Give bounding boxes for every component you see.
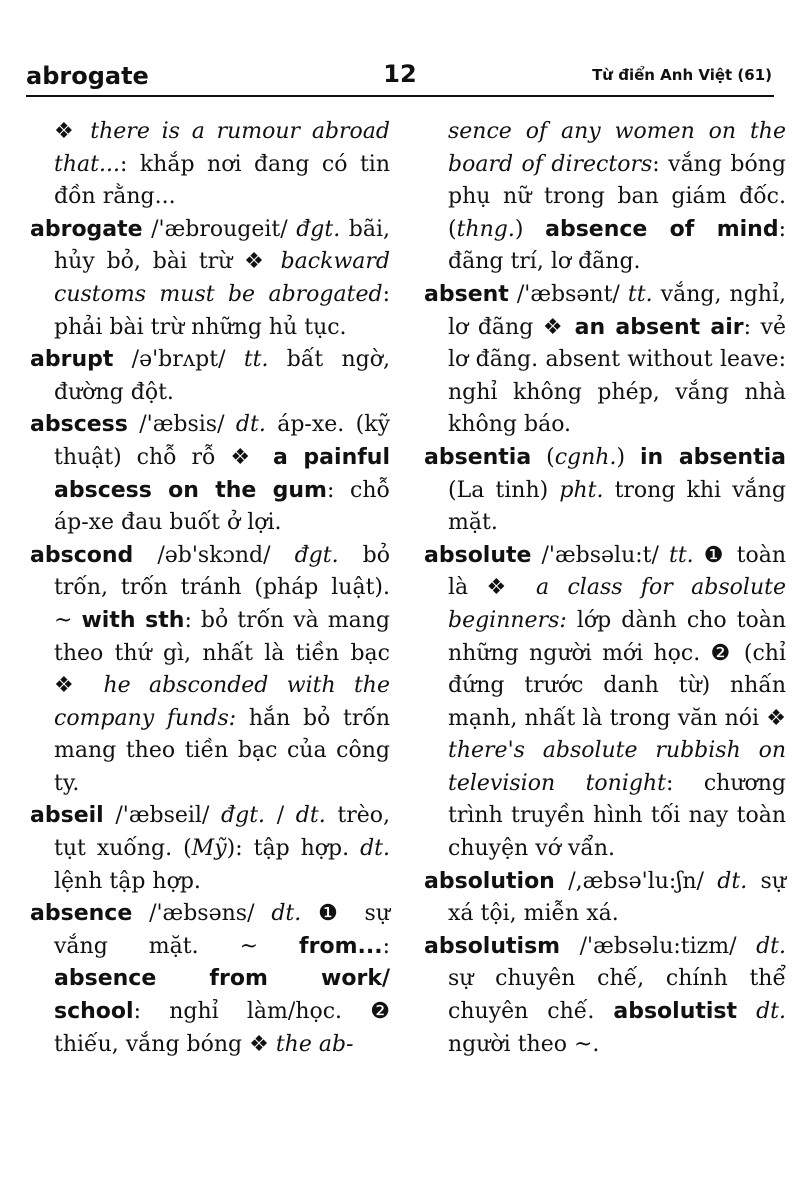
headword: absolution [424,868,555,894]
headword: absolute [424,542,532,568]
entry-abseil: abseil /'æbseil/ đgt. / dt. trèo, tụt xuống. (Mỹ): tập hợp. dt. lệnh tập hợp. [30,803,391,894]
headword: abscess [30,412,128,438]
header-rule [26,95,774,97]
headword: absentia [424,444,532,470]
entry-continuation: sence of any women on the board of directors: vắng bóng phụ nữ trong ban giám đốc. (thng.) absence of mind: đãng trí, lơ đãng. [448,119,786,275]
entry-abscond: abscond /əb'skɔnd/ đgt. bỏ trốn, trốn tránh (pháp luật). ~ with sth: bỏ trốn và mang theo thứ gì, nhất là tiền bạc ❖ he absconded with the company funds: hắn bỏ trốn mang theo tiền bạc của công ty. [30,542,391,796]
entry-abscess: abscess /'æbsis/ dt. áp-xe. (kỹ thuật) chỗ rỗ ❖ a painful abscess on the gum: chỗ áp-xe đau buốt ở lợi. [30,412,391,536]
entry-absolute: absolute /'æbsəlu:t/ tt. ❶ toàn là ❖ a class for absolute beginners: lớp dành cho toàn những người mới học. ❷ (chỉ đứng trước danh từ) nhấn mạnh, nhất là trong văn nói ❖ there's absolute rubbish on television tonight: chương trình truyền hình tối nay toàn chuyện vớ vẩn. [424,542,786,862]
left-column [30,116,390,1061]
entry-absolution: absolution /,æbsə'lu:ʃn/ dt. sự xá tội, miễn xá. [424,868,787,927]
entry-absolutism: absolutism /'æbsəlu:tizm/ dt. sự chuyên chế, chính thể chuyên chế. absolutist dt. người theo ~. [424,933,786,1057]
page-number: 12 [383,60,417,88]
entry-abrogate: abrogate /'æbrougeit/ đgt. bãi, hủy bỏ, bài trừ ❖ backward customs must be abrogated: phải bài trừ những hủ tục. [30,216,390,340]
right-column [424,116,786,1061]
entry-absent: absent /'æbsənt/ tt. vắng, nghỉ, lơ đãng ❖ an absent air: vẻ lơ đãng. absent without leave: nghỉ không phép, vắng nhà không báo. [424,281,786,438]
entry-abrupt: abrupt /ə'brʌpt/ tt. bất ngờ, đường đột. [30,347,390,405]
entry-absentia: absentia (cgnh.) in absentia (La tinh) pht. trong khi vắng mặt. [424,444,787,536]
headword: absent [424,281,509,307]
headword: abrupt [30,347,114,373]
headword: abrogate [30,216,143,242]
entry-absence: absence /'æbsəns/ dt. ❶ sự vắng mặt. ~ from...: absence from work/ school: nghỉ làm/học. ❷ thiếu, vắng bóng ❖ the ab- [30,901,391,1057]
entry-continuation: ❖ there is a rumour abroad that...: khắp nơi đang có tin đồn rằng... [54,119,391,210]
guide-word: abrogate [26,62,149,90]
headword: abscond [30,542,134,568]
headword: abseil [30,803,104,829]
headword: absence [30,901,133,927]
headword: absolutism [424,933,561,959]
page-header [26,58,774,94]
book-label: Từ điển Anh Việt (61) [592,66,772,84]
